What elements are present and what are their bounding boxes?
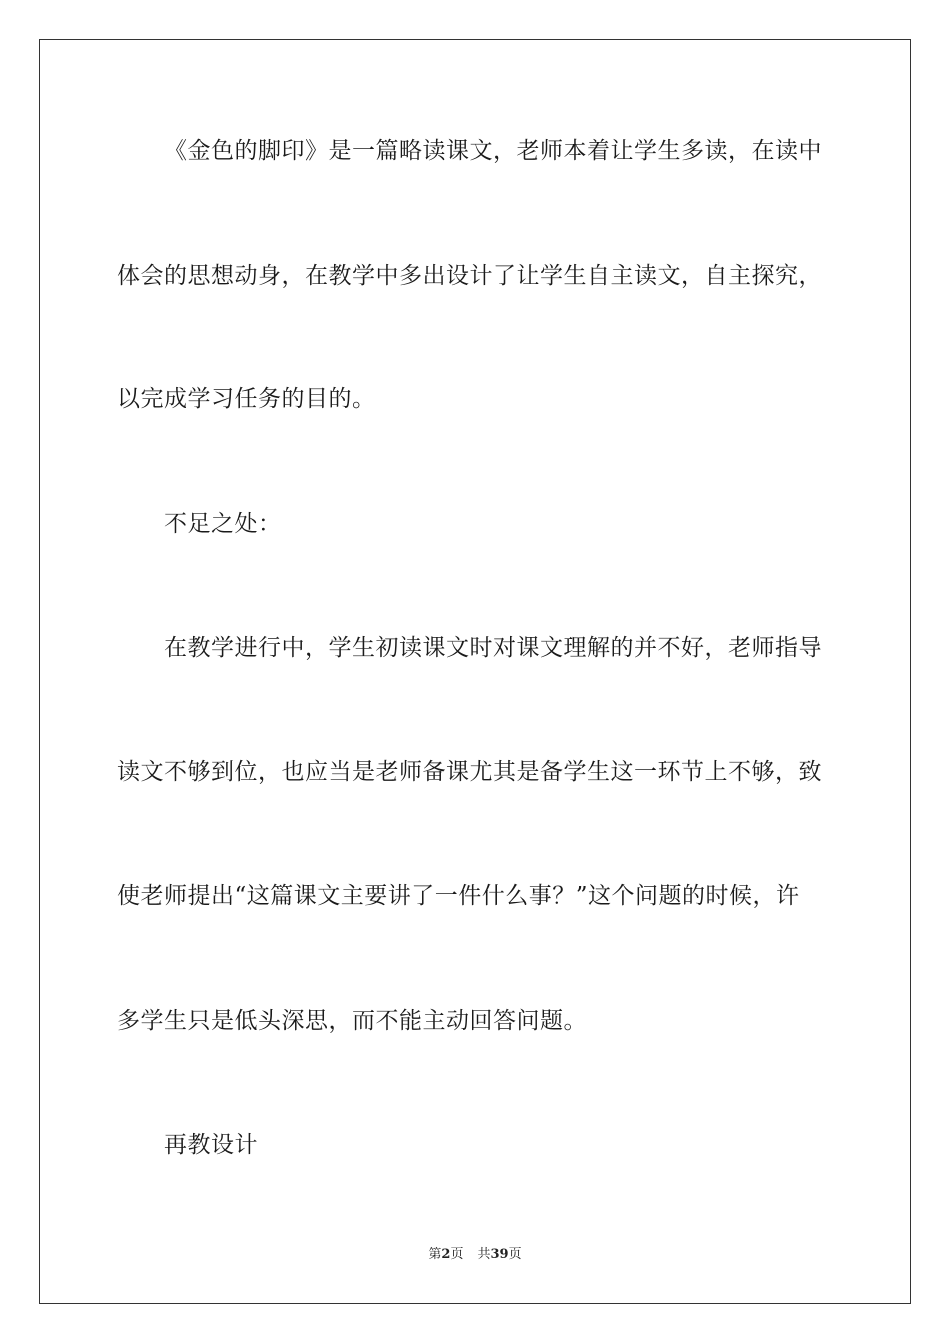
footer-total-suffix: 页 [508, 1247, 522, 1262]
heading-redesign: 再教设计 [164, 1132, 258, 1158]
paragraph-2-line-3: 使老师提出“这篇课文主要讲了一件什么事？”这个问题的时候，许 [117, 883, 800, 909]
paragraph-2-line-1: 在教学进行中，学生初读课文时对课文理解的并不好，老师指导 [164, 635, 822, 661]
paragraph-2-line-4: 多学生只是低头深思，而不能主动回答问题。 [117, 1008, 587, 1034]
paragraph-2-line-2: 读文不够到位，也应当是老师备课尤其是备学生这一环节上不够，致 [117, 759, 822, 785]
paragraph-1-line-3: 以完成学习任务的目的。 [117, 386, 376, 412]
paragraph-1-line-1: 《金色的脚印》是一篇略读课文，老师本着让学生多读，在读中 [164, 138, 822, 164]
page-footer [0, 1246, 950, 1264]
page-frame [39, 39, 911, 1304]
footer-page-prefix: 第 [428, 1247, 442, 1262]
footer-total-pages: 39 [490, 1247, 509, 1262]
heading-shortcomings: 不足之处： [164, 511, 282, 537]
footer-page-number: 2 [441, 1247, 451, 1262]
footer-page-suffix: 页 [450, 1247, 464, 1262]
footer-total-prefix: 共 [477, 1247, 491, 1262]
paragraph-1-line-2: 体会的思想动身，在教学中多出设计了让学生自主读文，自主探究， [117, 263, 822, 289]
